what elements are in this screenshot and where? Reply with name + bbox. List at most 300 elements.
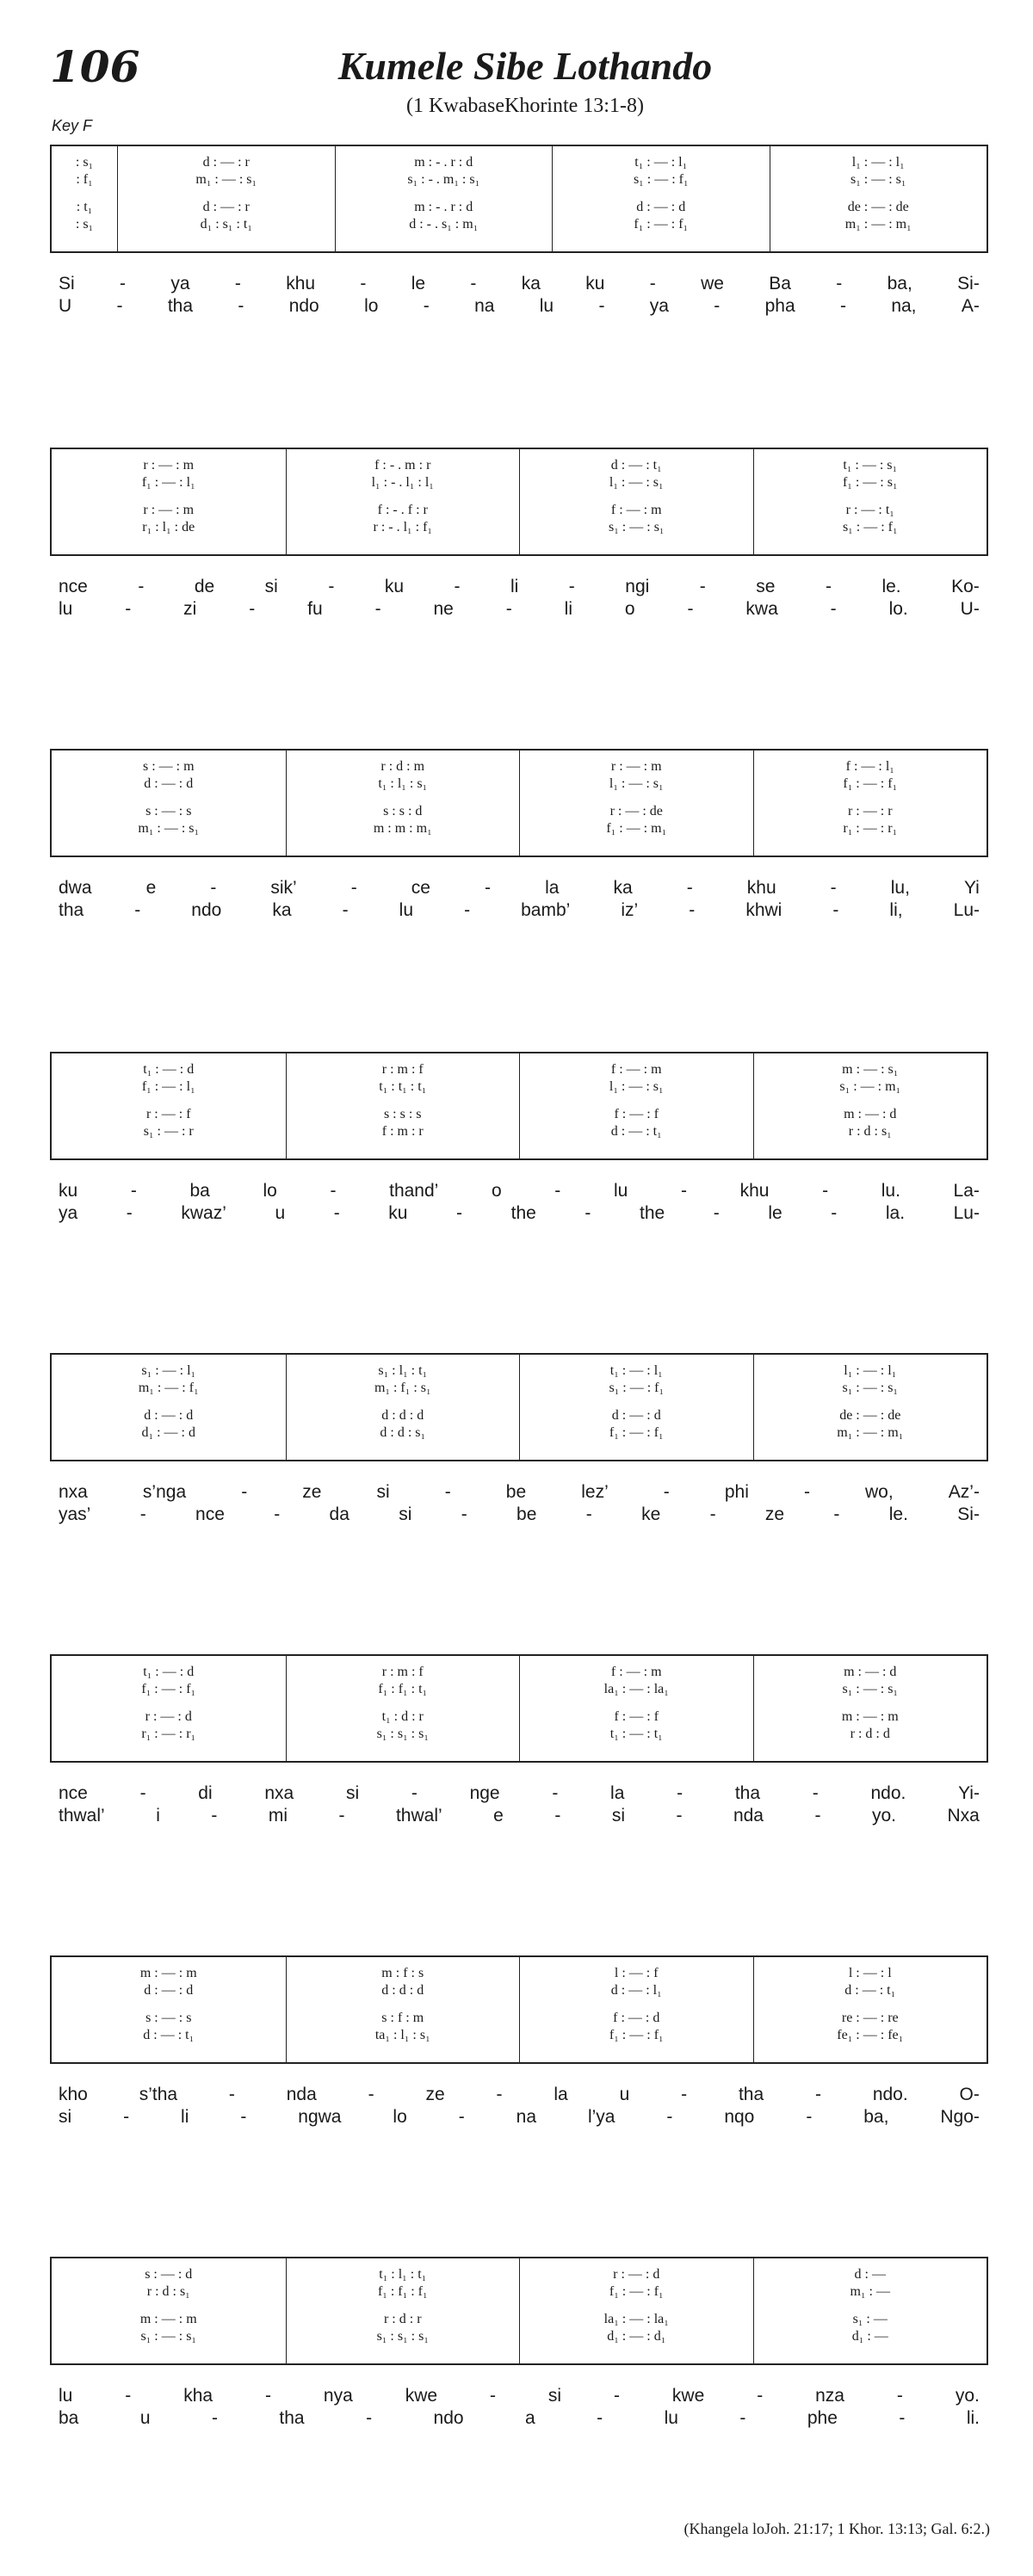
lyric-line-1	[50, 1783, 988, 1804]
voice-t: s : f : m	[381, 2011, 424, 2025]
voice-a: m₁ : —	[850, 2284, 890, 2299]
syllable: -	[411, 1783, 418, 1803]
syllable: -	[328, 577, 335, 596]
lyric-line-1	[50, 2386, 988, 2406]
syllable: ke	[641, 1504, 661, 1524]
measure	[753, 2258, 987, 2363]
voice-s: f : — : m	[610, 1062, 662, 1077]
measure	[52, 1053, 286, 1158]
syllable: Nxa	[947, 1806, 980, 1825]
voice-t: la₁ : — : la₁	[603, 2312, 669, 2326]
syllable: ne	[433, 599, 454, 619]
voice-s: s : — : m	[142, 759, 195, 774]
syllable: nqo	[724, 2107, 755, 2127]
syllable: bamb’	[521, 900, 571, 920]
voice-s: s₁ : l₁ : t₁	[378, 1363, 428, 1378]
voice-a: r : d : s₁	[146, 2284, 190, 2299]
syllable: -	[360, 274, 367, 293]
syllable: -	[831, 1203, 838, 1223]
syllable: l’ya	[587, 2107, 615, 2127]
syllable: lo	[364, 296, 379, 316]
syllable: -	[812, 1783, 819, 1803]
voice-t: r : — : d	[145, 1709, 192, 1724]
syllable: -	[338, 1806, 345, 1825]
lyric-line-1	[50, 577, 988, 597]
lyric-line-1	[50, 1181, 988, 1202]
syllable: ya	[59, 1203, 78, 1223]
measure	[52, 1957, 286, 2062]
syllable: -	[374, 599, 381, 619]
staff	[50, 145, 988, 253]
voice-s: d : — : r	[202, 155, 250, 170]
syllable: -	[739, 2408, 746, 2428]
syllable: we	[701, 274, 724, 293]
measure	[286, 1053, 520, 1158]
syllable: -	[240, 2107, 247, 2127]
syllable: ndo.	[870, 1783, 906, 1803]
syllable: s’nga	[142, 1482, 187, 1502]
syllable: -	[666, 2107, 673, 2127]
voice-s: f : - . m : r	[374, 458, 431, 473]
measure	[753, 1053, 987, 1158]
syllable: -	[444, 1482, 451, 1502]
voice-t: r : d : r	[383, 2312, 422, 2326]
syllable: na	[474, 296, 495, 316]
measure	[117, 146, 334, 251]
lyric-line-1	[50, 2085, 988, 2105]
measure	[286, 449, 520, 554]
syllable: -	[485, 878, 492, 898]
voice-a: m₁ : — : s₁	[195, 172, 257, 187]
voice-s: t₁ : — : l₁	[634, 155, 688, 170]
syllable: -	[896, 2386, 903, 2406]
voice-t: m : — : d	[844, 1107, 897, 1121]
voice-t: : t₁	[76, 200, 93, 214]
voice-b: m₁ : — : m₁	[844, 217, 912, 232]
syllable: yo.	[955, 2386, 980, 2406]
syllable: ndo	[433, 2408, 464, 2428]
voice-a: s₁ : — : s₁	[850, 172, 906, 187]
voice-a: d : — : d	[144, 1983, 194, 1998]
syllable: di	[198, 1783, 213, 1803]
syllable: zi	[183, 599, 197, 619]
lyric-line-2	[50, 1806, 988, 1826]
syllable: si	[399, 1504, 412, 1524]
syllable: -	[806, 2107, 813, 2127]
voice-t: r : — : de	[609, 804, 663, 819]
voice-b: s₁ : — : r	[143, 1124, 194, 1139]
syllable: -	[123, 2107, 130, 2127]
voice-s: r : — : m	[143, 458, 195, 473]
syllable: -	[663, 1482, 670, 1502]
syllable: de	[194, 577, 215, 596]
measure	[335, 146, 552, 251]
measure	[52, 2258, 286, 2363]
voice-t: s : — : s	[145, 2011, 192, 2025]
syllable: -	[458, 2107, 465, 2127]
syllable: tha	[59, 900, 84, 920]
measure	[519, 1355, 753, 1460]
syllable: kwe	[671, 2386, 705, 2406]
syllable: -	[134, 900, 141, 920]
syllable: -	[677, 1783, 684, 1803]
voice-t: r : — : f	[145, 1107, 191, 1121]
syllable: ba	[189, 1181, 210, 1201]
syllable: da	[329, 1504, 349, 1524]
voice-t: m : - . r : d	[414, 200, 473, 214]
syllable: tha	[167, 296, 194, 316]
voice-s: m : — : s₁	[842, 1062, 899, 1077]
measure	[286, 751, 520, 856]
voice-s: t₁ : — : d	[143, 1665, 195, 1679]
voice-a: s₁ : — : s₁	[842, 1381, 898, 1395]
measure	[52, 751, 286, 856]
syllable: lu	[399, 900, 414, 920]
syllable: A-	[961, 296, 980, 316]
syllable: li	[181, 2107, 189, 2127]
voice-s: r : m : f	[381, 1665, 424, 1679]
syllable: -	[138, 577, 145, 596]
voice-t: s : s : d	[383, 804, 423, 819]
syllable: -	[598, 296, 605, 316]
syllable: -	[680, 1181, 687, 1201]
syllable: wo,	[865, 1482, 894, 1502]
syllable: -	[649, 274, 656, 293]
syllable: yas’	[59, 1504, 91, 1524]
syllable: -	[505, 599, 512, 619]
syllable: -	[125, 2386, 132, 2406]
syllable: ka	[272, 900, 292, 920]
voice-s: f : — : m	[610, 1665, 662, 1679]
voice-a: la₁ : — : la₁	[603, 1682, 669, 1696]
syllable: -	[342, 900, 349, 920]
syllable: Lu-	[953, 900, 980, 920]
syllable: i	[156, 1806, 160, 1825]
voice-s: t₁ : — : d	[143, 1062, 195, 1077]
syllable: s’tha	[139, 2085, 178, 2104]
syllable: u	[275, 1203, 286, 1223]
syllable: si	[376, 1482, 390, 1502]
syllable: nce	[59, 1783, 88, 1803]
syllable: -	[687, 599, 694, 619]
voice-a: s₁ : — : f₁	[609, 1381, 665, 1395]
voice-b: : s₁	[75, 217, 94, 232]
voice-b: m₁ : — : s₁	[138, 821, 200, 836]
syllable: ba,	[887, 274, 912, 293]
measure	[519, 751, 753, 856]
syllable: lu	[613, 1181, 628, 1201]
voice-b: r₁ : l₁ : de	[142, 520, 195, 534]
syllable: -	[116, 296, 123, 316]
syllable: kwe	[405, 2386, 438, 2406]
syllable: -	[125, 599, 132, 619]
syllable: nya	[323, 2386, 353, 2406]
syllable: Si-	[957, 274, 980, 293]
voice-b: f : m : r	[381, 1124, 424, 1139]
staff	[50, 1654, 988, 1763]
voice-b: t₁ : — : t₁	[609, 1727, 663, 1741]
voice-a: d : — : d	[144, 776, 194, 791]
syllable: -	[554, 1806, 561, 1825]
syllable: -	[836, 274, 843, 293]
voice-a: : f₁	[76, 172, 93, 187]
syllable: u	[619, 2085, 630, 2104]
voice-a: m₁ : — : f₁	[138, 1381, 199, 1395]
syllable: -	[249, 599, 256, 619]
measure	[52, 146, 117, 251]
syllable: -	[585, 1504, 592, 1524]
syllable: Si	[59, 274, 75, 293]
voice-a: l₁ : - . l₁ : l₁	[371, 475, 434, 490]
syllable: O-	[959, 2085, 980, 2104]
measure	[753, 751, 987, 856]
voice-t: d : — : d	[611, 1408, 661, 1423]
syllable: -	[366, 2408, 373, 2428]
measure	[770, 146, 987, 251]
lyric-line-1	[50, 878, 988, 899]
syllable: ce	[411, 878, 430, 898]
syllable: na	[516, 2107, 536, 2127]
voice-a: l₁ : — : s₁	[609, 776, 664, 791]
voice-b: r₁ : — : r₁	[843, 821, 898, 836]
syllable: U-	[960, 599, 980, 619]
syllable: nza	[815, 2386, 844, 2406]
voice-s: m : f : s	[381, 1966, 424, 1980]
syllable: -	[333, 1203, 340, 1223]
lyric-line-2	[50, 900, 988, 921]
syllable: -	[899, 2408, 906, 2428]
syllable: tha	[279, 2408, 305, 2428]
syllable: -	[814, 1806, 821, 1825]
syllable: kwaz’	[181, 1203, 226, 1223]
syllable: lo.	[888, 599, 908, 619]
voice-t: r : — : m	[143, 503, 195, 517]
voice-s: d : —	[854, 2267, 886, 2282]
voice-s: s₁ : — : l₁	[141, 1363, 196, 1378]
syllable: sik’	[270, 878, 297, 898]
voice-a: f₁ : — : s₁	[842, 475, 898, 490]
voice-a: f₁ : f₁ : f₁	[377, 2284, 428, 2299]
voice-b: s₁ : s₁ : s₁	[376, 1727, 429, 1741]
voice-t: f : — : f	[614, 1107, 659, 1121]
syllable: dwa	[59, 878, 92, 898]
syllable: si	[611, 1806, 625, 1825]
syllable: ba	[59, 2408, 79, 2428]
syllable: -	[139, 1504, 146, 1524]
measure	[286, 2258, 520, 2363]
voice-t: d : — : d	[636, 200, 686, 214]
syllable: le	[411, 274, 426, 293]
syllable: khwi	[745, 900, 782, 920]
syllable: the	[639, 1203, 665, 1223]
syllable: -	[681, 2085, 688, 2104]
measure	[519, 1053, 753, 1158]
voice-b: d₁ : —	[851, 2329, 888, 2344]
lyric-line-2	[50, 296, 988, 317]
measure	[519, 2258, 753, 2363]
syllable: la	[545, 878, 560, 898]
voice-s: d : — : t₁	[610, 458, 662, 473]
syllable: -	[585, 1203, 591, 1223]
syllable: le.	[888, 1504, 908, 1524]
syllable: iz’	[621, 900, 639, 920]
syllable: si	[345, 1783, 360, 1803]
syllable: si	[59, 2107, 72, 2127]
voice-t: s₁ : —	[852, 2312, 888, 2326]
measure	[519, 1957, 753, 2062]
voice-b: d₁ : — : d₁	[607, 2329, 666, 2344]
syllable: le.	[881, 577, 901, 596]
syllable: ka	[521, 274, 541, 293]
syllable: -	[234, 274, 241, 293]
syllable: -	[423, 296, 430, 316]
syllable: nge	[469, 1783, 500, 1803]
syllable: nda	[286, 2085, 317, 2104]
voice-b: fe₁ : — : fe₁	[837, 2028, 904, 2042]
voice-b: s₁ : — : s₁	[140, 2329, 196, 2344]
syllable: khu	[746, 878, 776, 898]
voice-s: r : d : m	[380, 759, 425, 774]
measure	[52, 1656, 286, 1761]
voice-t: s : — : s	[145, 804, 192, 819]
syllable: -	[713, 1203, 720, 1223]
syllable: be	[505, 1482, 527, 1502]
syllable: thand’	[389, 1181, 439, 1201]
syllable: kha	[183, 2386, 213, 2406]
syllable: lu	[59, 599, 73, 619]
syllable: -	[130, 1181, 137, 1201]
syllable: -	[454, 577, 461, 596]
voice-t: r : — : r	[847, 804, 893, 819]
syllable: li.	[966, 2408, 980, 2428]
lyric-line-2	[50, 1504, 988, 1525]
syllable: -	[330, 1181, 337, 1201]
syllable: Lu-	[953, 1203, 980, 1223]
voice-s: s : — : d	[145, 2267, 193, 2282]
voice-a: d : — : t₁	[844, 1983, 896, 1998]
lyric-line-2	[50, 1203, 988, 1224]
voice-a: f₁ : — : l₁	[141, 1079, 195, 1094]
syllable: -	[822, 1181, 829, 1201]
syllable: -	[274, 1504, 281, 1524]
voice-a: f₁ : — : f₁	[843, 776, 898, 791]
syllable: tha	[738, 2085, 764, 2104]
syllable: khu	[286, 274, 316, 293]
syllable: ndo	[191, 900, 222, 920]
voice-s: m : — : m	[139, 1966, 197, 1980]
syllable: -	[613, 2386, 620, 2406]
syllable: phe	[807, 2408, 838, 2428]
syllable: La-	[953, 1181, 980, 1201]
voice-t: r : — : t₁	[845, 503, 894, 517]
voice-t: m : — : m	[841, 1709, 899, 1724]
voice-b: s₁ : — : f₁	[842, 520, 898, 534]
syllable: ngwa	[298, 2107, 342, 2127]
syllable: ya	[649, 296, 669, 316]
voice-s: l : — : l	[848, 1966, 892, 1980]
syllable: u	[139, 2408, 151, 2428]
measure	[519, 449, 753, 554]
syllable: Si-	[957, 1504, 980, 1524]
syllable: -	[496, 2085, 503, 2104]
syllable: ya	[170, 274, 190, 293]
measure	[753, 1355, 987, 1460]
syllable: pha	[764, 296, 795, 316]
voice-b: ta₁ : l₁ : s₁	[374, 2028, 430, 2042]
voice-a: f₁ : — : f₁	[609, 2284, 664, 2299]
syllable: ngi	[625, 577, 650, 596]
voice-a: f₁ : f₁ : t₁	[378, 1682, 428, 1696]
voice-s: f : — : l₁	[845, 759, 894, 774]
syllable: lo	[263, 1181, 277, 1201]
syllable: -	[456, 1203, 463, 1223]
syllable: -	[211, 2408, 218, 2428]
measure	[753, 1957, 987, 2062]
syllable: -	[228, 2085, 235, 2104]
syllable: Yi	[963, 878, 980, 898]
voice-s: l : — : f	[614, 1966, 659, 1980]
syllable: thwal’	[395, 1806, 442, 1825]
syllable: -	[264, 2386, 271, 2406]
lyric-line-2	[50, 2107, 988, 2128]
voice-t: d : — : r	[202, 200, 250, 214]
syllable: -	[714, 296, 721, 316]
syllable: -	[757, 2386, 764, 2406]
lyric-line-1	[50, 274, 988, 294]
syllable: -	[699, 577, 706, 596]
voice-s: l₁ : — : l₁	[844, 1363, 897, 1378]
voice-a: s₁ : — : f₁	[633, 172, 689, 187]
voice-a: t₁ : l₁ : s₁	[378, 776, 428, 791]
syllable: khu	[739, 1181, 770, 1201]
voice-s: r : — : d	[613, 2267, 660, 2282]
measure	[552, 146, 769, 251]
hymn-number: 106	[50, 41, 140, 92]
syllable: lu.	[881, 1181, 900, 1201]
voice-b: r : d : s₁	[848, 1124, 892, 1139]
voice-a: t₁ : t₁ : t₁	[379, 1079, 427, 1094]
measure	[519, 1656, 753, 1761]
syllable: ndo	[288, 296, 319, 316]
syllable: ze	[764, 1504, 785, 1524]
voice-b: d₁ : — : d	[141, 1425, 195, 1440]
syllable: li	[564, 599, 572, 619]
hymn-title: Kumele Sibe Lothando	[337, 44, 713, 88]
voice-b: d₁ : s₁ : t₁	[200, 217, 252, 232]
syllable: si	[264, 577, 278, 596]
syllable: -	[568, 577, 575, 596]
voice-b: m₁ : — : m₁	[837, 1425, 904, 1440]
syllable: nda	[733, 1806, 764, 1825]
syllable: thwal’	[59, 1806, 105, 1825]
syllable: -	[709, 1504, 716, 1524]
measure	[753, 449, 987, 554]
voice-b: f₁ : — : f₁	[609, 2028, 664, 2042]
syllable: the	[510, 1203, 536, 1223]
syllable: la.	[885, 1203, 906, 1223]
syllable: -	[833, 1504, 840, 1524]
syllable: kwa	[745, 599, 778, 619]
voice-a: s₁ : - . m₁ : s₁	[407, 172, 480, 187]
syllable: ndo.	[872, 2085, 908, 2104]
voice-b: s₁ : — : s₁	[609, 520, 665, 534]
syllable: Az’-	[948, 1482, 980, 1502]
voice-t: d : d : d	[381, 1408, 424, 1423]
staff	[50, 749, 988, 857]
measure	[52, 1355, 286, 1460]
voice-t: m : — : m	[139, 2312, 197, 2326]
voice-s: t₁ : l₁ : t₁	[379, 2267, 427, 2282]
